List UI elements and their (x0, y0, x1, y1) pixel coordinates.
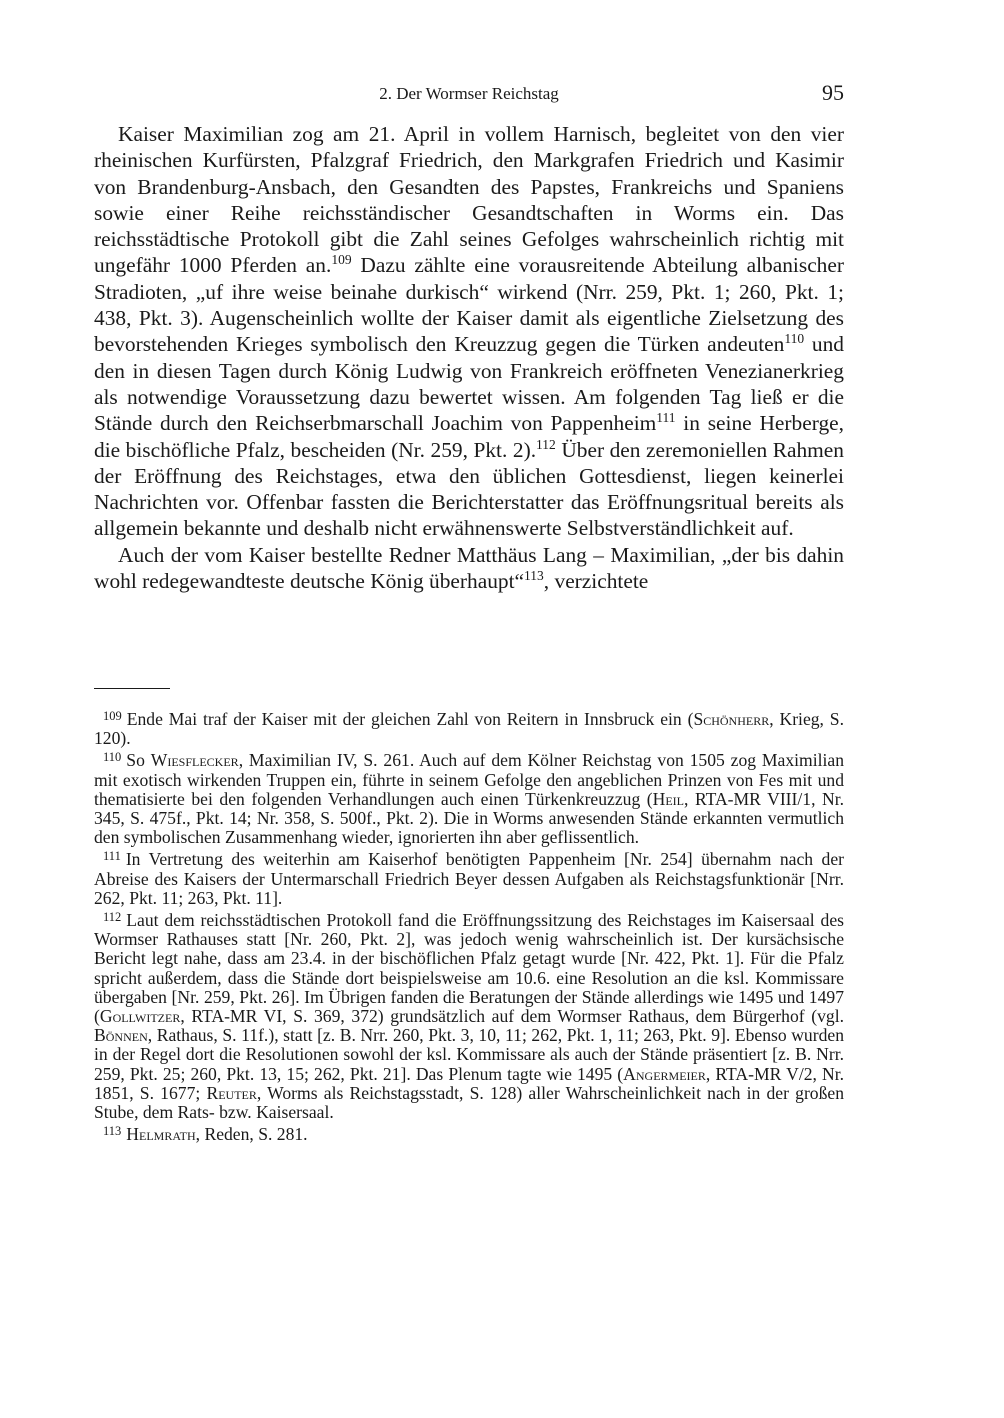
author-name: Schönherr (693, 709, 770, 729)
footnote-text: , Maximilian IV, S. 261. Auch auf dem Kölner Reichstag von 1505 zog Maximilian mit exotisch wirkenden Truppen ein, führte in seinem Gefolge den angeblichen Prinzen von Fes mit und thematisierte bei den folgenden Verhandlungen auch einen Türkenkreuzzug ( (94, 750, 844, 809)
paragraph (94, 542, 844, 595)
footnote-reference: 113 (524, 568, 544, 584)
footnote-text: , Krieg, S. 120). (94, 709, 844, 749)
paragraph (94, 121, 844, 542)
page-number: 95 (822, 80, 844, 105)
author-name: Gollwitzer (99, 1006, 181, 1027)
footnote-number: 110 (103, 750, 122, 765)
footnote-separator (94, 688, 170, 689)
footnote-text: , Worms als Reichstagsstadt, S. 128) aller Wahrscheinlichkeit nach in der großen Stube, dem Rats- bzw. Kaisersaal. (94, 1082, 845, 1123)
text-run: Über den zeremoniellen Rahmen der Eröffnung des Reichstages, etwa den üblichen Gottesdienst, liegen keinerlei Nachrichten vor. Offenbar fassten die Berichterstatter das Eröffnungsritual bereits als allgemein bekannte und deshalb nicht erwähnenswerte Selbstverständlichkeit auf. (94, 437, 844, 541)
running-title: 2. Der Wormser Reichstag (379, 84, 559, 103)
footnote-text: , RTA-MR VI, S. 369, 372) grundsätzlich auf dem Wormser Rathaus, dem Bürgerhof (vgl. (180, 1006, 844, 1027)
footnotes (94, 707, 844, 1144)
text-run: Dazu zählte eine vorausreitende Abteilung albanischer Stradioten, „uf ihre weise beinahe durkisch“ wirkend (Nrr. 259, Pkt. 1; 260, Pkt. 1; 438, Pkt. 3). Augenscheinlich wollte der Kaiser damit als eigentliche Zielsetzung des bevorstehenden Krieges symbolisch den Kreuzzug gegen die Türken andeuten (94, 253, 844, 357)
footnote-reference: 109 (331, 252, 352, 268)
text-run: , verzichtete (543, 569, 649, 594)
footnote-text: , RTA-MR VIII/1, Nr. 345, S. 475f., Pkt. 14; Nr. 358, S. 500f., Pkt. 2). Die in Worms anwesenden Stände erkannten vermutlich den symbolischen Zusammenhang wieder, ignorierten ihn aber geflissentlich. (94, 788, 844, 848)
footnote-number: 112 (103, 910, 122, 925)
footnote (94, 707, 844, 748)
author-name: Bönnen (94, 1025, 148, 1046)
footnote-reference: 111 (656, 410, 676, 426)
page-header (94, 82, 844, 108)
footnote-text: Laut dem reichsstädtischen Protokoll fand die Eröffnungssitzung des Reichstages im Kaisersaal des Wormser Rathauses statt [Nr. 260, Pkt. 2], was jedoch wenig wahrscheinlich ist. Der kursächsische Bericht legt nahe, dass am 23.4. in der bischöflichen Pfalz getagt wurde [Nr. 422, Pkt. 1]. Für die Pfalz spricht außerdem, dass die Stände dort beispielsweise am 10.6. eine Resolution an die ksl. Kommissare übergaben [Nr. 259, Pkt. 26]. Im Übrigen fanden die Beratungen der Stände allerdings wie 1495 und 1497 ( (94, 910, 844, 1027)
author-name: Heil (652, 788, 685, 809)
footnote (94, 908, 844, 1122)
footnote-number: 111 (103, 849, 121, 864)
footnote-reference: 112 (536, 436, 556, 452)
author-name: Angermeier (623, 1063, 706, 1084)
footnote (94, 748, 844, 847)
text-run: und den in diesen Tagen durch König Ludwig von Frankreich eröffneten Venezianerkrieg als notwendige Voraussetzung dazu bewertet wissen. Am folgenden Tag ließ er die Stände durch den Reichserbmarschall Joachim von Pappenheim (94, 332, 845, 436)
author-name: Reuter (206, 1082, 257, 1103)
author-name: Helmrath (126, 1124, 196, 1145)
footnote-text: Ende Mai traf der Kaiser mit der gleichen Zahl von Reitern in Innsbruck ein ( (126, 709, 694, 729)
footnote-text: , Reden, S. 281. (195, 1124, 308, 1145)
footnote (94, 1122, 844, 1144)
footnote-text: So (126, 750, 151, 771)
footnote (94, 847, 844, 908)
text-run: Auch der vom Kaiser bestellte Redner Matthäus Lang – Maximilian, „der bis dahin wohl redegewandteste deutsche König überhaupt“ (94, 542, 844, 594)
footnote-text: In Vertretung des weiterhin am Kaiserhof benötigten Pappenheim [Nr. 254] übernahm nach der Abreise des Kaisers der Untermarschall Friedrich Beyer dessen Aufgaben als Reichstagsfunktionär [Nrr. 262, Pkt. 11; 263, Pkt. 11]. (94, 849, 844, 908)
footnote-number: 113 (103, 1124, 122, 1139)
main-text (94, 121, 844, 594)
footnote-reference: 110 (784, 331, 805, 347)
footnote-text: , Rathaus, S. 11f.), statt [z. B. Nrr. 260, Pkt. 3, 10, 11; 262, Pkt. 1, 11; 263, Pkt. 9]. Ebenso wurden in der Regel dort die Resolutionen sowohl der ksl. Kommissare als auch der Stände präsentiert [z. B. Nrr. 259, Pkt. 25; 260, Pkt. 13, 15; 262, Pkt. 21]. Das Plenum tagte wie 1495 ( (94, 1025, 844, 1084)
text-run: in seine Herberge, die bischöfliche Pfalz, bescheiden (Nr. 259, Pkt. 2). (94, 411, 844, 462)
text-run: Kaiser Maximilian zog am 21. April in vollem Harnisch, begleitet von den vier rheinischen Kurfürsten, Pfalzgraf Friedrich, den Markgrafen Friedrich und Kasimir von Brandenburg-Ansbach, den Gesandten des Papstes, Frankreichs und Spaniens sowie einer Reihe reichsständischer Gesandtschaften in Worms ein. Das reichsstädtische Protokoll gibt die Zahl seines Gefolges wahrscheinlich richtig mit ungefähr 1000 Pferden an. (94, 122, 844, 278)
author-name: Wiesflecker (150, 750, 239, 771)
footnote-number: 109 (103, 709, 122, 723)
footnote-text: , RTA-MR V/2, Nr. 1851, S. 1677; (94, 1063, 844, 1103)
